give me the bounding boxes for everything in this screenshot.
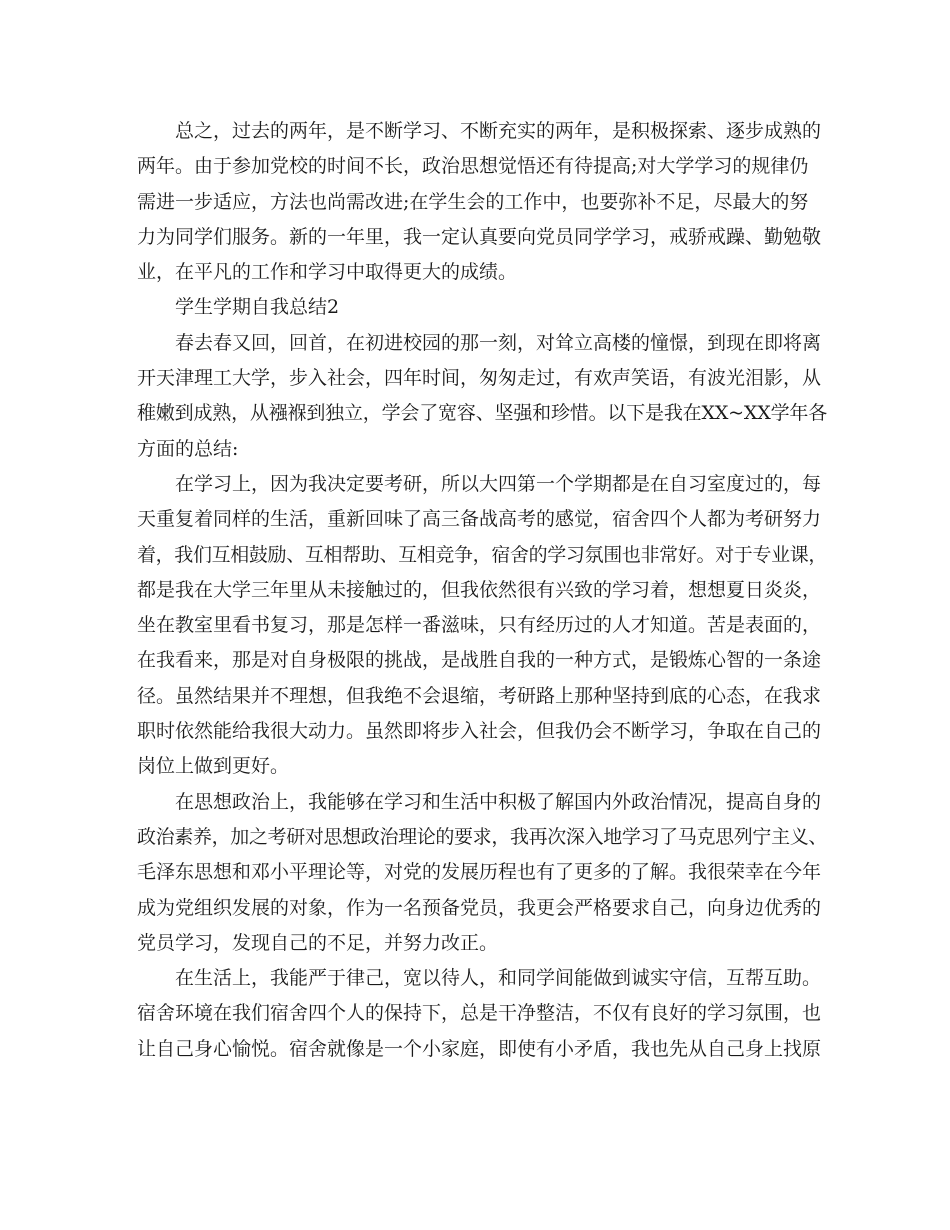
document-body	[137, 114, 827, 1067]
paragraph-line: 宿舍环境在我们宿舍四个人的保持下，总是干净整洁，不仅有良好的学习氛围，也	[137, 1002, 822, 1025]
paragraph-line: 稚嫩到成熟，从襁褓到独立，学会了宽容、坚强和珍惜。以下是我在XX~XX学年各	[137, 402, 827, 425]
paragraph-line: 力为同学们服务。新的一年里，我一定认真要向党员同学学习，戒骄戒躁、勤勉敬	[137, 225, 822, 248]
paragraph-line: 坐在教室里看书复习，那是怎样一番滋味，只有经历过的人才知道。苦是表面的，	[137, 614, 822, 637]
paragraph-line: 在我看来，那是对自身极限的挑战，是战胜自我的一种方式，是锻炼心智的一条途	[137, 649, 822, 672]
paragraph-line: 都是我在大学三年里从未接触过的，但我依然很有兴致的学习着，想想夏日炎炎，	[137, 578, 822, 601]
paragraph-first-line: 春去春又回，回首，在初进校园的那一刻，对耸立高楼的憧憬，到现在即将离	[175, 331, 822, 354]
paragraph-line: 岗位上做到更好。	[137, 755, 290, 778]
paragraph-line: 党员学习，发现自己的不足，并努力改正。	[137, 931, 499, 954]
paragraph-line: 成为党组织发展的对象，作为一名预备党员，我更会严格要求自己，向身边优秀的	[137, 896, 822, 919]
paragraph-line: 让自己身心愉悦。宿舍就像是一个小家庭，即使有小矛盾，我也先从自己身上找原	[137, 1037, 822, 1060]
paragraph-first-line: 学生学期自我总结2	[175, 296, 340, 319]
paragraph-line: 毛泽东思想和邓小平理论等，对党的发展历程也有了更多的了解。我很荣幸在今年	[137, 861, 822, 884]
paragraph-first-line: 在生活上，我能严于律己，宽以待人，和同学间能做到诚实守信，互帮互助。	[175, 967, 822, 990]
paragraph-line: 着，我们互相鼓励、互相帮助、互相竞争，宿舍的学习氛围也非常好。对于专业课，	[137, 543, 827, 566]
paragraph-line: 两年。由于参加党校的时间不长，政治思想觉悟还有待提高;对大学学习的规律仍	[137, 155, 809, 178]
paragraph-line: 需进一步适应，方法也尚需改进;在学生会的工作中，也要弥补不足，尽最大的努	[137, 190, 809, 213]
paragraph-first-line: 在思想政治上，我能够在学习和生活中积极了解国内外政治情况，提高自身的	[175, 790, 822, 813]
paragraph-line: 天重复着同样的生活，重新回味了高三备战高考的感觉，宿舍四个人都为考研努力	[137, 508, 822, 531]
paragraph-line: 径。虽然结果并不理想，但我绝不会退缩，考研路上那种坚持到底的心态，在我求	[137, 684, 822, 707]
paragraph-line: 职时依然能给我很大动力。虽然即将步入社会，但我仍会不断学习，争取在自己的	[137, 720, 822, 743]
paragraph-line: 开天津理工大学，步入社会，四年时间，匆匆走过，有欢声笑语，有波光泪影，从	[137, 367, 822, 390]
paragraph-line: 政治素养，加之考研对思想政治理论的要求，我再次深入地学习了马克思列宁主义、	[137, 825, 827, 848]
paragraph-first-line: 总之，过去的两年，是不断学习、不断充实的两年，是积极探索、逐步成熟的	[175, 120, 822, 142]
paragraph-line: 业，在平凡的工作和学习中取得更大的成绩。	[137, 261, 518, 284]
paragraph-first-line: 在学习上，因为我决定要考研，所以大四第一个学期都是在自习室度过的，每	[175, 472, 822, 495]
paragraph-line: 方面的总结:	[137, 437, 239, 460]
